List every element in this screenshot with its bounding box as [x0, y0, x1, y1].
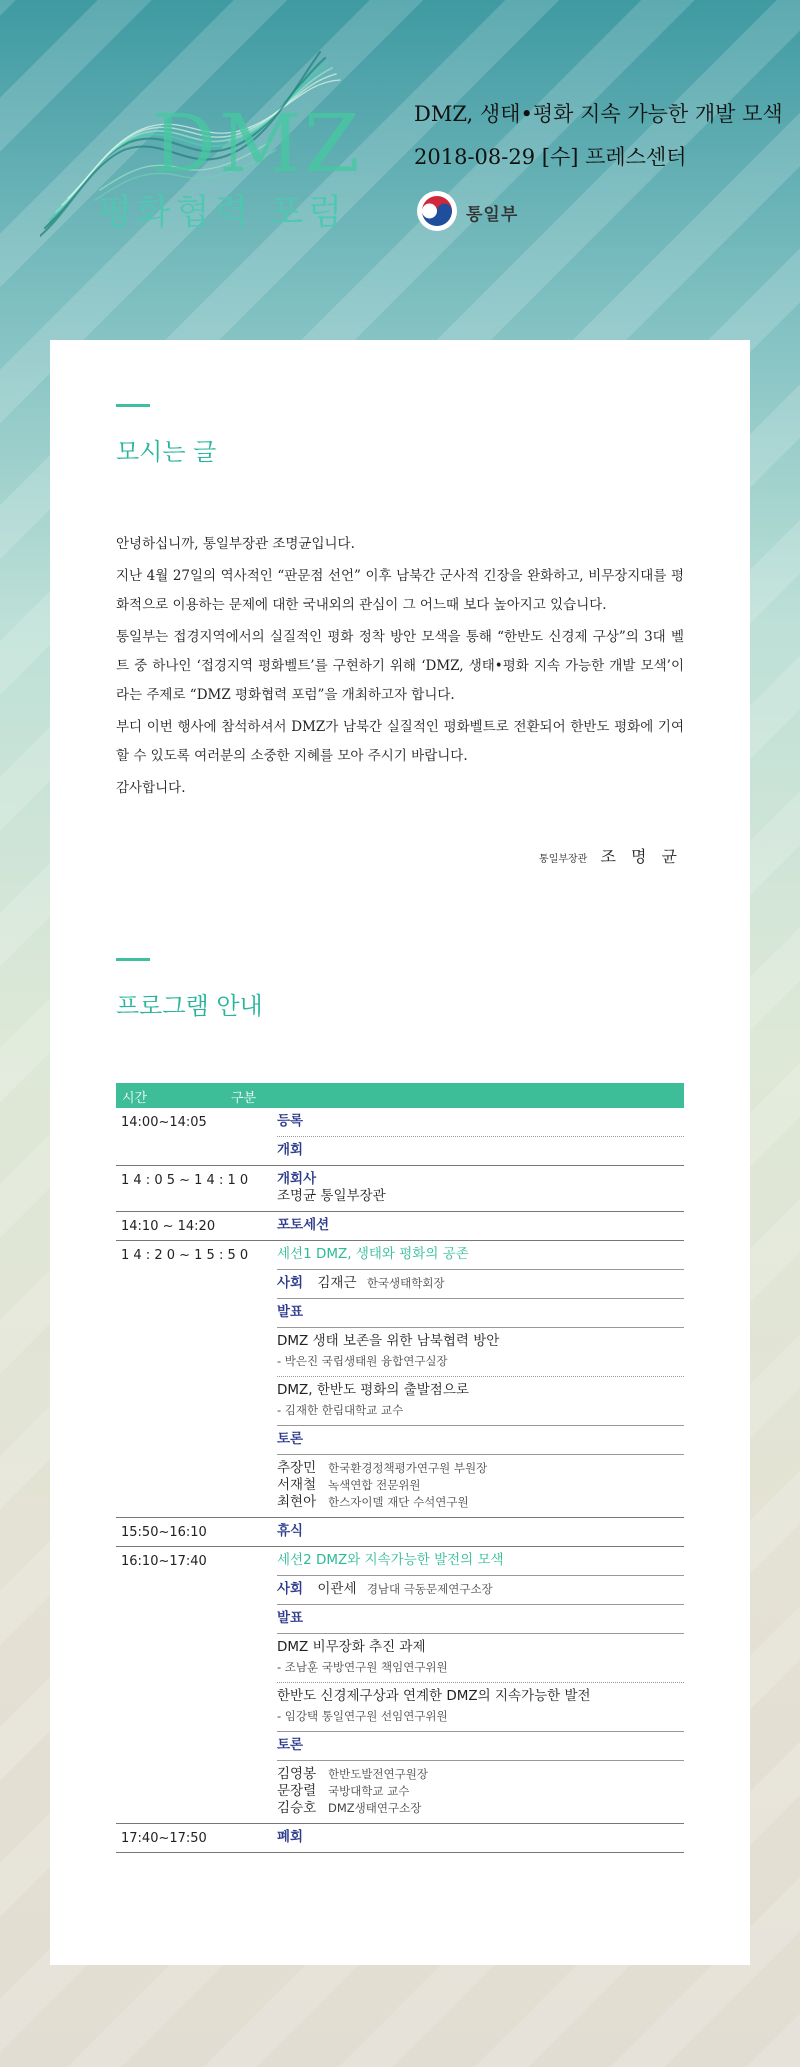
row-label-registration: 등록: [277, 1113, 304, 1129]
panelist-name: 추장민: [277, 1460, 317, 1476]
taegeuk-emblem-icon: [416, 190, 458, 232]
presentation-title: DMZ 비무장화 추진 과제: [277, 1639, 426, 1655]
header: [0, 0, 800, 340]
presentation-item: [277, 1376, 684, 1425]
letter-paragraph: 감사합니다.: [116, 780, 186, 796]
program-table: [116, 1083, 684, 1853]
panelist: [277, 1800, 684, 1817]
letter-paragraph: 안녕하십니까, 통일부장관 조명균입니다.: [116, 536, 355, 552]
row-time: 14:00~14:05: [121, 1115, 207, 1130]
row-time: 14:10 ~ 14:20: [121, 1219, 216, 1234]
row-label-opening: 개회: [277, 1136, 684, 1165]
letter-paragraph: 부디 이번 행사에 참석하셔서 DMZ가 남북간 실질적인 평화벨트로 전환되어 한반도 평화에 기여할 수 있도록 여러분의 소중한 지혜를 모아 주시기 바랍니다.: [116, 719, 684, 764]
session1-moderator: [277, 1269, 684, 1298]
table-row: [116, 1241, 684, 1518]
presentation-item: [277, 1633, 684, 1682]
presentation-presenter: - 김재한 한림대학교 교수: [277, 1403, 404, 1417]
session2-moderator: [277, 1575, 684, 1604]
session2-discussion-label: 토론: [277, 1731, 684, 1760]
program-table-header: [116, 1083, 684, 1108]
invitation-title: 모시는 글: [116, 438, 217, 466]
row-time: 17:40~17:50: [121, 1831, 207, 1846]
panelist-role: 국방대학교 교수: [328, 1784, 410, 1798]
panelist-list: [277, 1454, 684, 1517]
opening-remarks-entry: [277, 1166, 684, 1211]
content-card: [50, 340, 750, 1965]
event-title: DMZ, 생태•평화 지속 가능한 개발 모색: [414, 102, 783, 126]
moderator-label: 사회: [277, 1275, 304, 1291]
panelist-role: DMZ생태연구소장: [328, 1801, 422, 1815]
section-accent-bar: [116, 404, 150, 407]
panelist: [277, 1477, 684, 1494]
panelist: [277, 1783, 684, 1800]
signature-role: 통일부장관: [539, 854, 588, 865]
moderator-role: 경남대 극동문제연구소장: [366, 1582, 493, 1596]
ministry-name: 통일부: [466, 205, 519, 225]
panelist-role: 한국환경정책평가연구원 부원장: [328, 1461, 488, 1475]
row-time: 15:50~16:10: [121, 1525, 207, 1540]
column-header-time: 시간: [122, 1091, 148, 1106]
presentation-presenter: - 박은진 국립생태원 융합연구실장: [277, 1354, 448, 1368]
signature: [539, 844, 682, 867]
panelist: [277, 1766, 684, 1783]
panelist-role: 한반도발전연구원장: [328, 1767, 428, 1781]
letter-paragraph: 통일부는 접경지역에서의 실질적인 평화 정착 방안 모색을 통해 “한반도 신경제 구상”의 3대 벨트 중 하나인 ‘접경지역 평화벨트’를 구현하기 위해 ‘DMZ, 생태•평화 지속 가능한 개발 모색’이라는 주제로 “DMZ 평화협력 포럼”을 개최하고자 합니다.: [116, 629, 684, 703]
table-row: [116, 1547, 684, 1824]
session1-presentation-label: 발표: [277, 1298, 684, 1327]
forum-logo: [40, 50, 380, 250]
session1-discussion-label: 토론: [277, 1425, 684, 1454]
letter-paragraph: 지난 4월 27일의 역사적인 “판문점 선언” 이후 남북간 군사적 긴장을 완화하고, 비무장지대를 평화적으로 이용하는 문제에 대한 국내외의 관심이 그 어느때 보다 높아지고 있습니다.: [116, 568, 684, 613]
panelist-list: [277, 1760, 684, 1823]
panelist-name: 김승호: [277, 1800, 317, 1816]
panelist-role: 녹색연합 전문위원: [328, 1478, 421, 1492]
moderator-name: 이관세: [317, 1581, 357, 1597]
table-row: [116, 1824, 684, 1853]
session1-title: 세션1 DMZ, 생태와 평화의 공존: [277, 1246, 469, 1262]
section-accent-bar: [116, 958, 150, 961]
moderator-name: 김재근: [317, 1275, 357, 1291]
row-label-break: 휴식: [277, 1523, 304, 1539]
event-date-venue: 2018-08-29 [수] 프레스센터: [414, 145, 687, 169]
presentation-title: DMZ 생태 보존을 위한 남북협력 방안: [277, 1333, 500, 1349]
moderator-label: 사회: [277, 1581, 304, 1597]
column-header-section: 구분: [231, 1091, 257, 1106]
presentation-presenter: - 조남훈 국방연구원 책임연구위원: [277, 1660, 448, 1674]
presentation-title: 한반도 신경제구상과 연계한 DMZ의 지속가능한 발전: [277, 1688, 591, 1704]
row-label-photo-session: 포토세션: [277, 1217, 330, 1233]
row-time: 1 4 : 2 0 ~ 1 5 : 5 0: [121, 1248, 249, 1263]
presentation-presenter: - 임강택 통일연구원 선임연구위원: [277, 1709, 448, 1723]
panelist-name: 최현아: [277, 1494, 317, 1510]
panelist-name: 서재철: [277, 1477, 317, 1493]
table-row: [116, 1166, 684, 1212]
session2-title: 세션2 DMZ와 지속가능한 발전의 모색: [277, 1552, 504, 1568]
presentation-item: [277, 1682, 684, 1731]
row-label-opening-remarks: 개회사: [277, 1171, 317, 1187]
panelist-name: 문장렬: [277, 1783, 317, 1799]
panelist: [277, 1494, 684, 1511]
presentation-item: [277, 1327, 684, 1376]
program-title: 프로그램 안내: [116, 992, 263, 1020]
row-time: 1 4 : 0 5 ~ 1 4 : 1 0: [121, 1173, 249, 1188]
opening-remarks-speaker: 조명균 통일부장관: [277, 1188, 386, 1204]
panelist-name: 김영봉: [277, 1766, 317, 1782]
panelist-role: 한스자이델 재단 수석연구원: [328, 1495, 469, 1509]
row-label-closing: 폐회: [277, 1829, 304, 1845]
row-time: 16:10~17:40: [121, 1554, 207, 1569]
table-row: [116, 1518, 684, 1547]
moderator-role: 한국생태학회장: [366, 1276, 445, 1290]
logo-forum-text: 평화협력 포럼: [98, 193, 347, 233]
signature-name: 조 명 균: [600, 847, 682, 866]
table-row: [116, 1212, 684, 1241]
table-row: [116, 1108, 684, 1166]
logo-dmz-text: DMZ: [152, 97, 363, 190]
panelist: [277, 1460, 684, 1477]
invitation-letter: [116, 530, 684, 806]
session2-presentation-label: 발표: [277, 1604, 684, 1633]
presentation-title: DMZ, 한반도 평화의 출발점으로: [277, 1382, 469, 1398]
